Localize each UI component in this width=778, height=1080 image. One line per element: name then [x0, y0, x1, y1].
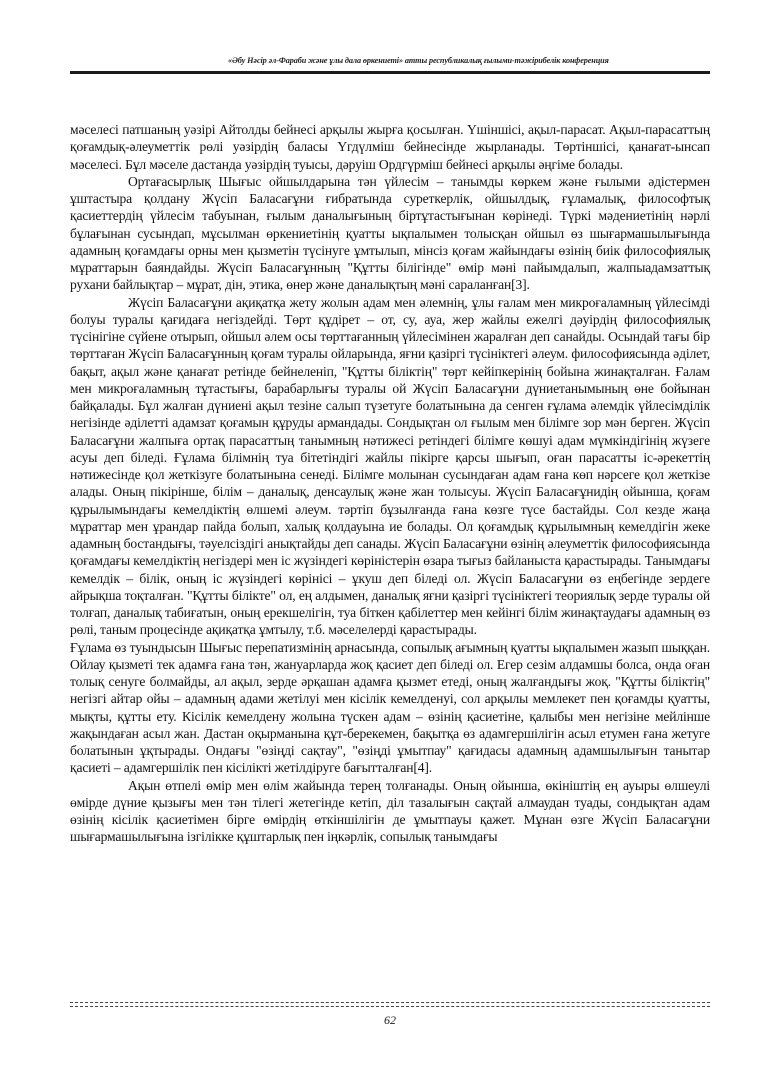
conference-header-title: «Әбу Нәсір әл-Фараби және ұлы дала өркениеті» атты республикалық ғылыми-тәжірибелік конференция	[228, 56, 609, 65]
page-number: 62	[384, 1013, 396, 1027]
article-body	[70, 121, 710, 846]
paragraph-2: Ортағасырлық Шығыс ойшылдарына тән үйлесім – танымды көркем және ғылыми әдістермен ұштастыра қолдану Жүсіп Баласағұни ғибратында суреткерлік, ойшылдық, ғұламалық, философтық қасиеттердің үйлесім табуынан, ғылым даналығының біртұтастығынан көрінеді. Түркі мәдениетінің нәрлі бұлағынан сусындап, мұсылман өркениетінің қуатты ықпалымен толысқан ойшыл өз шығармашылығында адамның қоғамдағы орны мен қызметін түсінуге ұмтылып, мінсіз қоғам жайындағы өзінің биік философиялық мұраттарын баяндайды. Жүсіп Баласағұнның "Құтты білігінде" өмір мәні пайымдалып, жалпыадамзаттық рухани байлықтар – мұрат, дін, этика, өнер және даналықтың мәні сараланған[3].	[70, 173, 710, 293]
footer-rule-bottom	[70, 1006, 710, 1008]
paragraph-3: Жүсіп Баласағұни ақиқатқа жету жолын адам мен әлемнің, ұлы ғалам мен микроғаламның үйлесімді болуы туралы қағидаға негіздейді. Төрт құдірет – от, су, ауа, жер жайлы ежелгі дәуірдің философиялық түсінігіне сүйене отырып, ойшыл әлем осы төрттағанның үйлесімінен жаралған деп санайды. Осындай тағы бір төрттаған Жүсіп Баласағұнның қоғам туралы ойларында, яғни қазіргі түсініктегі әлеум. философиясында әділет, бақыт, ақыл және қанағат ретінде бейнеленіп, "Құтты біліктің" төрт кейіпкерінің бойына жинақталған. Ғалам мен микроғаламның тұтастығы, барабарлығы туралы ой Жүсіп Баласағұни дүниетанымының өне бойынан байқалады. Бұл жалған дүниені ақыл тезіне салып түзетуге болатынына да сенген ғұлама әлемдік үйлесімділік негізінде әділетті адамзат қоғамын құруды армандады. Сондықтан ол ғылым мен білімге зор мән берген. Жүсіп Баласағұни жалпыға ортақ парасаттың танымның нәтижесі ретіндегі білімге көшуі адам мүмкіндігінің жүзеге асуы деп біледі. Ғұлама білімнің туа бітетіндігі жайлы пікірге қарсы шығып, оған парасатты іс-әрекеттің нәтижесінде қол жеткізуге болатынына сенеді. Білімге молынан сусындаған адам ғана көп нәрсеге қол жеткізе алады. Оның пікірінше, білім – даналық, денсаулық және жан толысуы. Жүсіп Баласағұнидің ойынша, қоғам құрылымындағы кемелдіктің өлшемі әлеум. тәртіп бұзылғанда ғана көзге түсе бастайды. Сол кезде жаңа мұраттар мен ұрандар пайда болып, халық қолдауына ие болады. Ол қоғамдық құрылымның кемелдігін жеке адамның бостандығы, тәуелсіздігі анықтайды деп санады. Жүсіп Баласағұни өзінің әлеуметтік философиясында қоғамдағы кемелдіктің негіздері мен іс жүзіндегі көріністерін өзара тығыз байланыста қарастырады. Танымдағы кемелдік – білік, оның іс жүзіндегі көрінісі – ұкуш деп біледі ол. Жүсіп Баласағұни өз еңбегінде зердеге айрықша тоқталған. "Құтты білікте" ол, ең алдымен, даналық яғни қазіргі түсініктегі теориялық зерде туралы ой толғап, даналық табиғатын, оның ерекшелігін, туа біткен қабілеттер мен кейінгі білім жинақтаудағы адамның өз рөлі, таным процесінде ақиқатқа ұмтылу, т.б. мәселелерді қарастырады.	[70, 294, 710, 638]
paragraph-5: Ақын өтпелі өмір мен өлім жайында терең толғанады. Оның ойынша, өкініштің ең ауыры өлшеулі өмірде дүние қызығы мен тән тілегі жетегінде кетіп, діл тазалығын сақтай алмаудан туады, сондықтан адам өзінің кісілік қасиетімен бірге өмірдің өткіншілігін де ұмытпауы қажет. Мұнан өзге Жүсіп Баласағұни шығармашылығына ізгілікке құштарлық пен іңкәрлік, сопылық танымдағы	[70, 777, 710, 845]
header-rule	[70, 71, 710, 74]
paragraph-1: мәселесі патшаның уәзірі Айтолды бейнесі арқылы жырға қосылған. Үшіншісі, ақыл-парасат. Ақыл-парасаттың қоғамдық-әлеуметтік рөлі уәзірдің баласы Үгдүлміш бейнесінде жырланады. Төртіншісі, қанағат-ынсап мәселесі. Бұл мәселе дастанда уәзірдің туысы, дәруіш Ордгүрміш бейнесі арқылы әңгіме болады.	[70, 122, 710, 172]
footer-rule-top	[70, 1002, 710, 1004]
paragraph-4: Ғұлама өз туындысын Шығыс перепатизмінің арнасында, сопылық ағымның қуатты ықпалымен жазып шыққан. Ойлау қызметі тек адамға ғана тән, жануарларда жоқ қасиет деп біледі ол. Егер сезім алдамшы болса, онда оған толық сенуге болмайды, ал ақыл, зерде әрқашан адамға қызмет етеді, оның жалғандығы жоқ. "Құтты біліктің" негізгі айтар ойы – адамның адами жетілуі мен кісілік кемелденуі, сол арқылы мемлекет пен қоғамды қуатты, мықты, құтты ету. Кісілік кемелдену жолына түскен адам – өзінің қасиетіне, қалыбы мен негізіне мейлінше жақындаған асыл жан. Дастан оқырманына құт-берекемен, бақытқа өз адамгершілігін асыл етумен ғана жетуге болатынын ұқтырады. Ондағы "өзіңді сақтау", "өзіңді ұмытпау" қағидасы адамның адамшылығын танытар қасиеті – адамгершілік пен кісілікті жетілдіруге бағытталған[4].	[70, 639, 710, 776]
